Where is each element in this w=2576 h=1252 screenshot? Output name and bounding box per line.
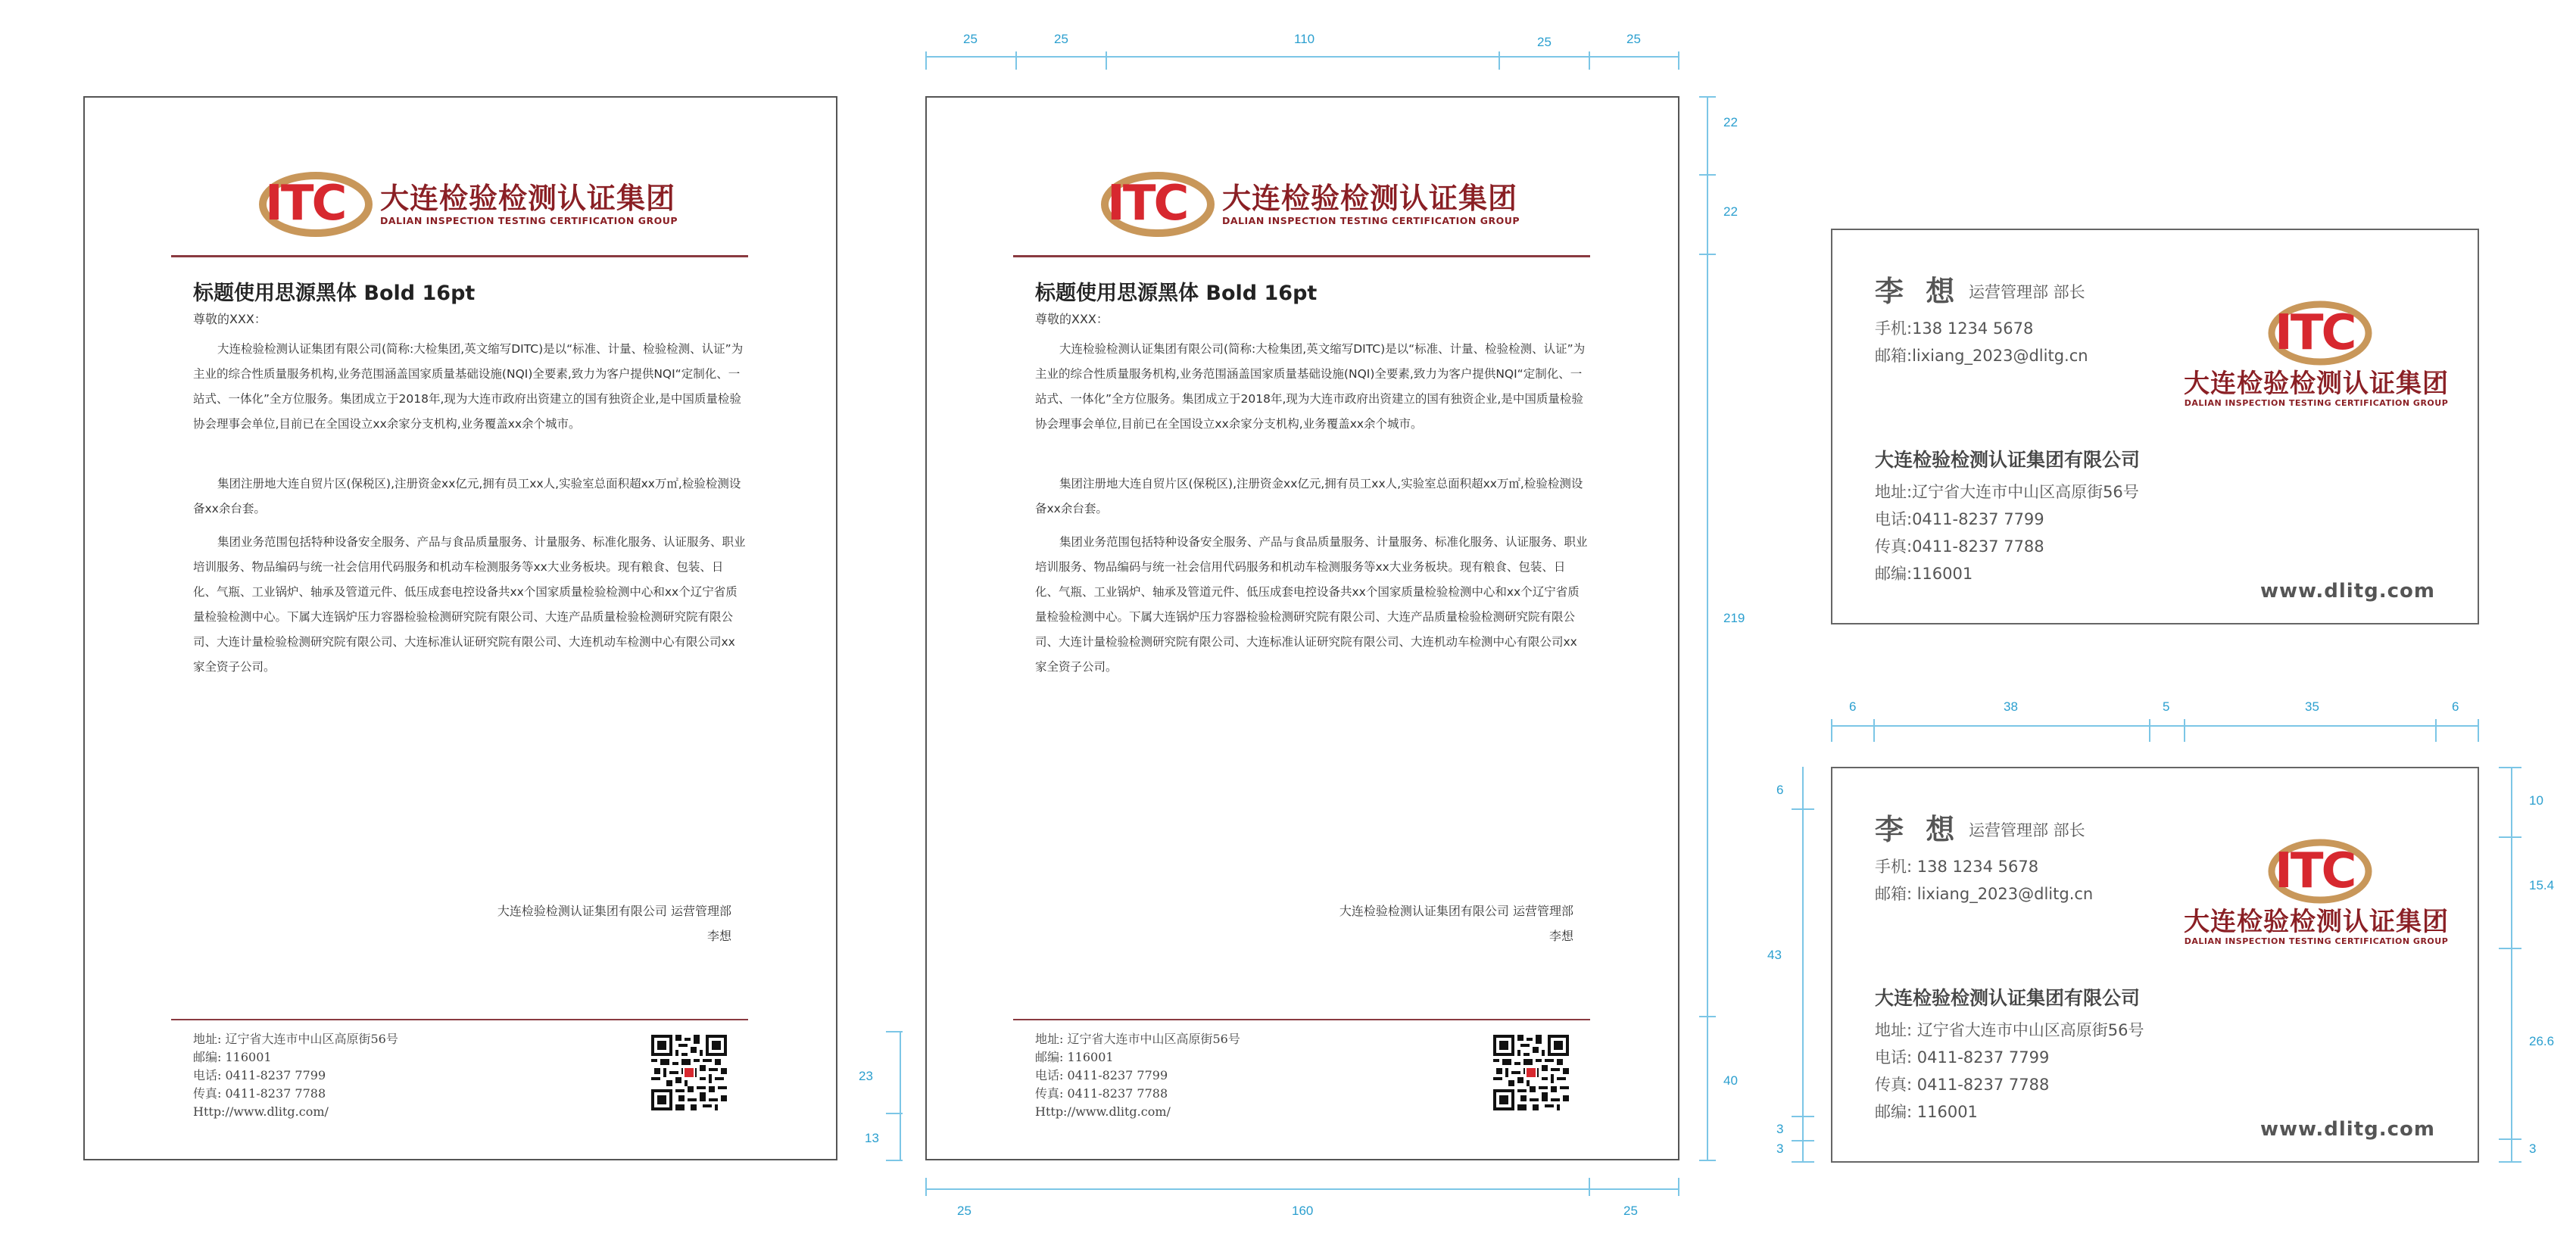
header-rule xyxy=(1013,255,1590,257)
signature-company: 大连检验检测认证集团有限公司 运营管理部 xyxy=(1339,904,1573,918)
dim-tick xyxy=(2149,719,2150,742)
signature-name: 李想 xyxy=(1548,929,1573,943)
dim-label: 25 xyxy=(1537,35,1552,49)
dim-line-card-top xyxy=(1831,725,2479,727)
logo xyxy=(2184,298,2449,409)
dim-tick xyxy=(1499,51,1500,70)
letter-title: 标题使用思源黑体 Bold 16pt xyxy=(193,282,476,305)
logo-mark-text: ITC xyxy=(2275,305,2355,361)
dim-label: 40 xyxy=(1723,1073,1738,1088)
footer-rule xyxy=(1013,1019,1590,1020)
business-card-a xyxy=(1831,229,2479,624)
card-name: 李 想 xyxy=(1875,275,1961,308)
logo-en-text: DALIAN INSPECTION TESTING CERTIFICATION GROUP xyxy=(1222,215,1520,226)
footer-address: 地址: 辽宁省大连市中山区高原街56号 xyxy=(193,1032,398,1046)
logo-mark-text: ITC xyxy=(1107,176,1187,232)
card-phone: 手机:138 1234 5678 xyxy=(1875,319,2034,338)
letterhead-sheet-2 xyxy=(925,96,1679,1160)
dim-tick xyxy=(1699,1160,1716,1161)
salutation: 尊敬的XXX： xyxy=(193,312,267,326)
card-address: 地址: 辽宁省大连市中山区高原街56号 xyxy=(1875,1021,2144,1039)
dim-label: 3 xyxy=(1776,1122,1784,1136)
dim-tick xyxy=(1792,808,1814,810)
dim-tick xyxy=(925,1178,927,1196)
logo-cn-text: 大连检验检测认证集团 xyxy=(2184,369,2449,399)
footer-tel: 电话: 0411-8237 7799 xyxy=(1035,1068,1168,1082)
dim-label: 160 xyxy=(1292,1204,1314,1218)
itc-logo-icon xyxy=(2259,298,2373,368)
dim-tick xyxy=(886,1113,903,1114)
dim-line-top xyxy=(925,56,1679,58)
card-website: www.dlitg.com xyxy=(2260,580,2435,603)
logo-en-text: DALIAN INSPECTION TESTING CERTIFICATION GROUP xyxy=(380,215,678,226)
signature-name: 李想 xyxy=(706,929,731,943)
dim-tick xyxy=(1678,51,1679,70)
logo-en-text: DALIAN INSPECTION TESTING CERTIFICATION GROUP xyxy=(2184,936,2449,946)
dim-label: 3 xyxy=(2529,1141,2537,1156)
footer-website: Http://www.dlitg.com/ xyxy=(193,1104,329,1119)
signature-company: 大连检验检测认证集团有限公司 运营管理部 xyxy=(497,904,731,918)
dim-tick xyxy=(2499,948,2521,949)
card-zip: 邮编:116001 xyxy=(1875,565,1973,583)
logo xyxy=(2184,836,2449,947)
card-website: www.dlitg.com xyxy=(2260,1118,2435,1141)
footer-address: 地址: 辽宁省大连市中山区高原街56号 xyxy=(1035,1032,1240,1046)
dim-label: 15.4 xyxy=(2529,878,2555,892)
logo-cn-text: 大连检验检测认证集团 xyxy=(380,182,676,215)
dim-tick xyxy=(1792,1116,1814,1117)
business-card-b xyxy=(1831,767,2479,1163)
card-company: 大连检验检测认证集团有限公司 xyxy=(1875,987,2141,1009)
dim-label: 22 xyxy=(1723,115,1738,129)
dim-tick xyxy=(1699,254,1716,255)
paragraph-3: 集团业务范围包括特种设备安全服务、产品与食品质量服务、计量服务、标准化服务、认证服务、职业培训服务、物品编码与统一社会信用代码服务和机动车检测服务等xx大业务板块。现有粮食、包装、日化、气瓶、工业锅炉、轴承及管道元件、低压成套电控设备共xx个国家质量检验检测中心和xx个辽宁省质量检验检测中心。下属大连锅炉压力容器检验检测研究院有限公司、大连产品质量检验检测研究院有限公司、大连计量检验检测研究院有限公司、大连标准认证研究院有限公司、大连机动车检测中心有限公司xx家全资子公司。 xyxy=(1035,535,1588,674)
footer-zip: 邮编: 116001 xyxy=(1035,1050,1114,1064)
card-zip: 邮编: 116001 xyxy=(1875,1103,1978,1121)
dim-tick xyxy=(886,1160,903,1161)
dim-label: 26.6 xyxy=(2529,1034,2555,1048)
dim-label: 13 xyxy=(865,1131,879,1145)
paragraph-1: 大连检验检测认证集团有限公司(简称:大检集团,英文缩写DITC)是以“标准、计量、检验检测、认证”为主业的综合性质量服务机构,业务范围涵盖国家质量基础设施(NQI)全要素,致力为客户提供NQI“定制化、一站式、一体化”全方位服务。集团成立于2018年,现为大连市政府出资建立的国有独资企业,是中国质量检验协会理事会单位,目前已在全国设立xx余家分支机构,业务覆盖xx余个城市。 xyxy=(193,342,744,431)
card-email: 邮箱: lixiang_2023@dlitg.cn xyxy=(1875,885,2094,903)
paragraph-1: 大连检验检测认证集团有限公司(简称:大检集团,英文缩写DITC)是以“标准、计量、检验检测、认证”为主业的综合性质量服务机构,业务范围涵盖国家质量基础设施(NQI)全要素,致力为客户提供NQI“定制化、一站式、一体化”全方位服务。集团成立于2018年,现为大连市政府出资建立的国有独资企业,是中国质量检验协会理事会单位,目前已在全国设立xx余家分支机构,业务覆盖xx余个城市。 xyxy=(1035,342,1586,431)
dim-tick xyxy=(1589,1178,1590,1196)
dim-tick xyxy=(1699,96,1716,98)
logo-en-text: DALIAN INSPECTION TESTING CERTIFICATION GROUP xyxy=(2184,398,2449,408)
dim-label: 25 xyxy=(963,32,978,46)
logo xyxy=(1101,170,1520,238)
card-company: 大连检验检测认证集团有限公司 xyxy=(1875,449,2141,471)
paragraph-2: 集团注册地大连自贸片区(保税区),注册资金xx亿元,拥有员工xx人,实验室总面积超xx万㎡,检验检测设备xx余台套。 xyxy=(193,477,741,515)
dim-tick xyxy=(2499,1138,2521,1140)
dim-tick xyxy=(925,51,927,70)
card-tel: 电话:0411-8237 7799 xyxy=(1875,510,2044,528)
dim-label: 6 xyxy=(1849,699,1857,714)
dim-tick xyxy=(1873,719,1875,742)
card-address: 地址:辽宁省大连市中山区高原街56号 xyxy=(1875,483,2139,501)
footer-website: Http://www.dlitg.com/ xyxy=(1035,1104,1171,1119)
dim-tick xyxy=(2499,836,2521,838)
card-phone: 手机: 138 1234 5678 xyxy=(1875,858,2039,876)
logo-mark-text: ITC xyxy=(265,176,345,232)
dim-label: 25 xyxy=(1054,32,1068,46)
paragraph-2: 集团注册地大连自贸片区(保税区),注册资金xx亿元,拥有员工xx人,实验室总面积超xx万㎡,检验检测设备xx余台套。 xyxy=(1035,477,1583,515)
header-rule xyxy=(171,255,748,257)
dim-tick xyxy=(2499,1161,2521,1163)
dim-tick xyxy=(1106,51,1107,70)
footer-zip: 邮编: 116001 xyxy=(193,1050,272,1064)
itc-logo-icon xyxy=(259,170,373,238)
dim-tick xyxy=(1699,1016,1716,1017)
dim-tick xyxy=(886,1031,903,1032)
dim-label: 23 xyxy=(859,1069,873,1083)
dim-label: 25 xyxy=(1626,32,1641,46)
footer-fax: 传真: 0411-8237 7788 xyxy=(193,1086,326,1101)
dim-tick xyxy=(2478,719,2479,742)
logo-cn-text: 大连检验检测认证集团 xyxy=(2184,907,2449,937)
dim-label: 110 xyxy=(1294,32,1315,46)
dim-line-left xyxy=(900,1031,901,1160)
dim-label: 25 xyxy=(957,1204,971,1218)
footer-tel: 电话: 0411-8237 7799 xyxy=(193,1068,326,1082)
qr-code-icon xyxy=(651,1035,727,1110)
dim-label: 219 xyxy=(1723,611,1745,625)
dim-label: 3 xyxy=(1776,1141,1784,1156)
dim-tick xyxy=(1792,1161,1814,1163)
dim-tick xyxy=(1678,1178,1679,1196)
paragraph-3: 集团业务范围包括特种设备安全服务、产品与食品质量服务、计量服务、标准化服务、认证服务、职业培训服务、物品编码与统一社会信用代码服务和机动车检测服务等xx大业务板块。现有粮食、包装、日化、气瓶、工业锅炉、轴承及管道元件、低压成套电控设备共xx个国家质量检验检测中心和xx个辽宁省质量检验检测中心。下属大连锅炉压力容器检验检测研究院有限公司、大连产品质量检验检测研究院有限公司、大连计量检验检测研究院有限公司、大连标准认证研究院有限公司、大连机动车检测中心有限公司xx家全资子公司。 xyxy=(193,535,746,674)
itc-logo-icon xyxy=(2259,836,2373,906)
dim-label: 35 xyxy=(2305,699,2319,714)
card-name: 李 想 xyxy=(1875,813,1961,846)
dim-label: 6 xyxy=(1776,783,1784,797)
dim-tick xyxy=(1792,1140,1814,1141)
card-role: 运营管理部 部长 xyxy=(1969,283,2085,301)
card-email: 邮箱:lixiang_2023@dlitg.cn xyxy=(1875,347,2088,365)
dim-label: 22 xyxy=(1723,204,1738,219)
letter-title: 标题使用思源黑体 Bold 16pt xyxy=(1035,282,1318,305)
salutation: 尊敬的XXX： xyxy=(1035,312,1109,326)
dim-line-card-left xyxy=(1802,767,1804,1163)
card-role: 运营管理部 部长 xyxy=(1969,821,2085,839)
dim-tick xyxy=(1831,719,1832,742)
dim-tick xyxy=(1699,174,1716,176)
card-tel: 电话: 0411-8237 7799 xyxy=(1875,1048,2050,1067)
footer-rule xyxy=(171,1019,748,1020)
dim-line-bottom xyxy=(925,1188,1679,1190)
dim-tick xyxy=(2435,719,2437,742)
qr-code-icon xyxy=(1493,1035,1569,1110)
dim-tick xyxy=(1015,51,1017,70)
dim-tick xyxy=(1589,51,1590,70)
footer-fax: 传真: 0411-8237 7788 xyxy=(1035,1086,1168,1101)
logo-cn-text: 大连检验检测认证集团 xyxy=(1222,182,1518,215)
card-fax: 传真:0411-8237 7788 xyxy=(1875,537,2044,556)
logo-mark-text: ITC xyxy=(2275,843,2355,899)
dim-label: 43 xyxy=(1767,948,1782,962)
logo xyxy=(259,170,678,238)
dim-label: 5 xyxy=(2163,699,2170,714)
card-fax: 传真: 0411-8237 7788 xyxy=(1875,1076,2050,1094)
dim-tick xyxy=(2184,719,2185,742)
dim-line-card-right xyxy=(2511,767,2512,1163)
itc-logo-icon xyxy=(1101,170,1215,238)
dim-label: 25 xyxy=(1623,1204,1638,1218)
dim-label: 10 xyxy=(2529,793,2543,808)
letterhead-sheet-1 xyxy=(83,96,837,1160)
dim-tick xyxy=(2499,767,2521,768)
dim-label: 6 xyxy=(2452,699,2459,714)
dim-line-right xyxy=(1707,96,1708,1160)
dim-label: 38 xyxy=(2004,699,2018,714)
